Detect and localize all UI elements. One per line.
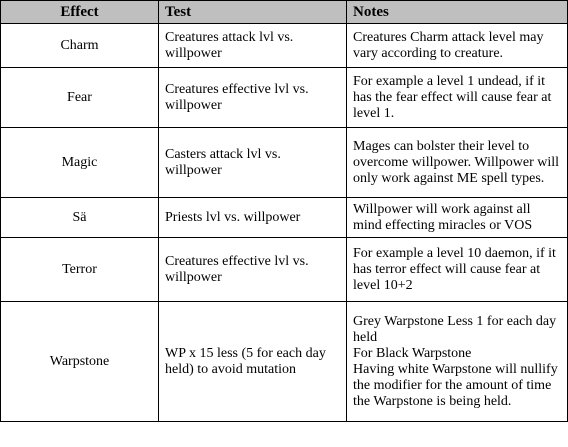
effect-cell: Sä <box>1 198 159 238</box>
column-header-notes: Notes <box>347 1 568 24</box>
table-row <box>1 302 568 422</box>
table-row <box>1 198 568 238</box>
test-cell: WP x 15 less (5 for each day held) to avoid mutation <box>159 302 347 422</box>
effect-cell: Terror <box>1 238 159 302</box>
notes-cell: For example a level 10 daemon, if it has terror effect will cause fear at level 10+2 <box>347 238 568 302</box>
test-cell: Priests lvl vs. willpower <box>159 198 347 238</box>
column-header-test: Test <box>159 1 347 24</box>
notes-cell: For example a level 1 undead, if it has the fear effect will cause fear at level 1. <box>347 68 568 128</box>
notes-cell: Willpower will work against all mind effecting miracles or VOS <box>347 198 568 238</box>
effect-cell: Charm <box>1 24 159 68</box>
test-cell: Creatures effective lvl vs. willpower <box>159 68 347 128</box>
table-row <box>1 128 568 198</box>
notes-cell <box>347 302 568 422</box>
table-row <box>1 68 568 128</box>
test-cell: Casters attack lvl vs. willpower <box>159 128 347 198</box>
notes-cell: Creatures Charm attack level may vary according to creature. <box>347 24 568 68</box>
effect-cell: Fear <box>1 68 159 128</box>
notes-line: For Black Warpstone <box>353 345 472 361</box>
table-row <box>1 238 568 302</box>
table-header-row <box>1 1 568 24</box>
test-cell: Creatures attack lvl vs. willpower <box>159 24 347 68</box>
notes-line: Grey Warpstone Less 1 for each day held <box>353 313 557 345</box>
notes-cell: Mages can bolster their level to overcome willpower. Willpower will only work against ME spell types. <box>347 128 568 198</box>
notes-line: Having white Warpstone will nullify the modifier for the amount of time the Warpstone is being held. <box>353 361 558 409</box>
effect-cell: Magic <box>1 128 159 198</box>
effect-cell: Warpstone <box>1 302 159 422</box>
column-header-effect: Effect <box>1 1 159 24</box>
test-cell: Creatures effective lvl vs. willpower <box>159 238 347 302</box>
table-row <box>1 24 568 68</box>
